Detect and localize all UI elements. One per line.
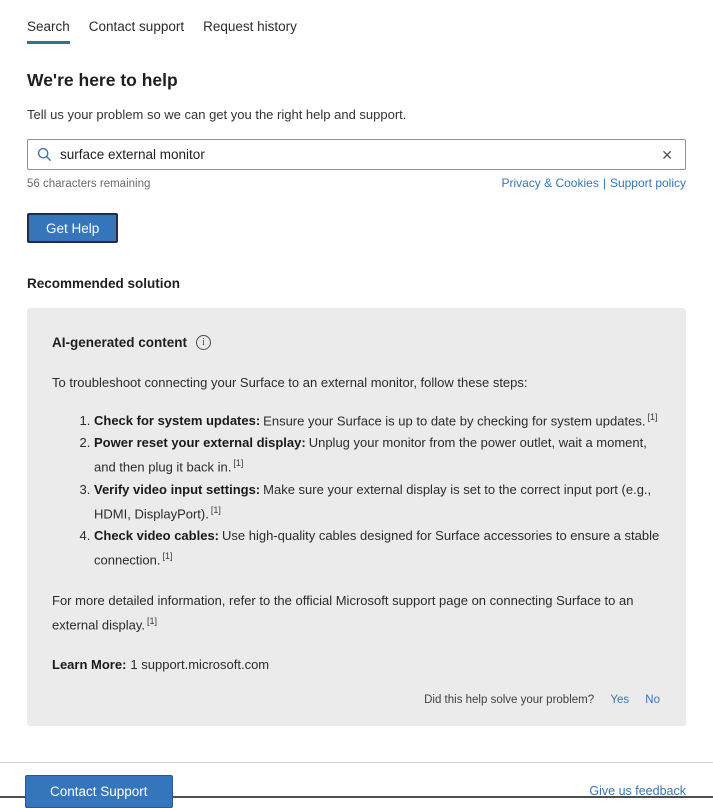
tab-bar xyxy=(27,0,686,44)
step-title: Verify video input settings: xyxy=(94,481,261,497)
learn-more-link[interactable]: 1 support.microsoft.com xyxy=(130,656,270,672)
learn-more-label: Learn More: xyxy=(52,656,127,672)
contact-support-button[interactable]: Contact Support xyxy=(25,775,173,808)
card-header xyxy=(52,335,660,350)
helpful-no-link[interactable]: No xyxy=(645,693,660,706)
step-item xyxy=(94,526,660,570)
helpful-question: Did this help solve your problem? xyxy=(424,693,595,706)
step-item xyxy=(94,407,660,431)
characters-remaining: 56 characters remaining xyxy=(27,178,151,190)
step-title: Power reset your external display: xyxy=(94,435,306,451)
step-text: Make sure your external display is set to the correct input port (e.g., HDMI, DisplayPort). xyxy=(94,481,652,521)
helpfulness-prompt xyxy=(52,694,660,706)
info-icon[interactable]: i xyxy=(196,335,211,350)
tab-contact-support[interactable]: Contact support xyxy=(88,19,185,34)
step-title: Check for system updates: xyxy=(94,413,261,429)
search-meta-row xyxy=(27,176,686,190)
step-item xyxy=(94,433,660,477)
citation-marker[interactable]: [1] xyxy=(233,458,244,469)
citation-marker[interactable]: [1] xyxy=(210,504,221,515)
citation-marker[interactable]: [1] xyxy=(647,412,658,422)
recommended-solution-heading: Recommended solution xyxy=(27,276,181,291)
search-icon xyxy=(37,147,52,162)
ai-solution-card xyxy=(27,308,686,726)
search-input[interactable] xyxy=(60,147,659,162)
step-item xyxy=(94,480,660,524)
give-feedback-link[interactable]: Give us feedback xyxy=(589,784,686,799)
footer xyxy=(0,763,713,808)
troubleshooting-steps xyxy=(94,407,660,570)
get-help-button[interactable]: Get Help xyxy=(27,213,118,243)
clear-search-icon[interactable]: ✕ xyxy=(661,146,673,163)
ai-generated-content-label: AI-generated content xyxy=(52,335,188,350)
outro-text: For more detailed information, refer to the official Microsoft support page on connecting Surface to an external display. xyxy=(52,593,634,633)
step-text: Ensure your Surface is up to date by checking for system updates. xyxy=(263,413,646,429)
citation-marker[interactable]: [1] xyxy=(162,550,173,561)
solution-intro: To troubleshoot connecting your Surface to an external monitor, follow these steps: xyxy=(52,375,528,390)
policy-links xyxy=(501,176,686,190)
citation-marker[interactable]: [1] xyxy=(146,616,157,627)
tab-search[interactable]: Search xyxy=(27,19,70,44)
step-text: Use high-quality cables designed for Surface accessories to ensure a stable connection. xyxy=(94,527,660,568)
support-policy-link[interactable]: Support policy xyxy=(609,176,686,190)
step-title: Check video cables: xyxy=(94,527,219,543)
link-separator: | xyxy=(602,176,606,190)
page-subtitle: Tell us your problem so we can get you the right help and support. xyxy=(27,107,407,122)
learn-more-row xyxy=(52,657,660,672)
step-text: Unplug your monitor from the power outlet, wait a moment, and then plug it back in. xyxy=(94,435,647,475)
search-box[interactable] xyxy=(27,139,686,170)
solution-outro xyxy=(52,591,660,635)
page-title: We're here to help xyxy=(27,70,178,90)
privacy-cookies-link[interactable]: Privacy & Cookies xyxy=(501,176,599,190)
helpful-yes-link[interactable]: Yes xyxy=(610,693,630,706)
tab-request-history[interactable]: Request history xyxy=(203,19,297,34)
